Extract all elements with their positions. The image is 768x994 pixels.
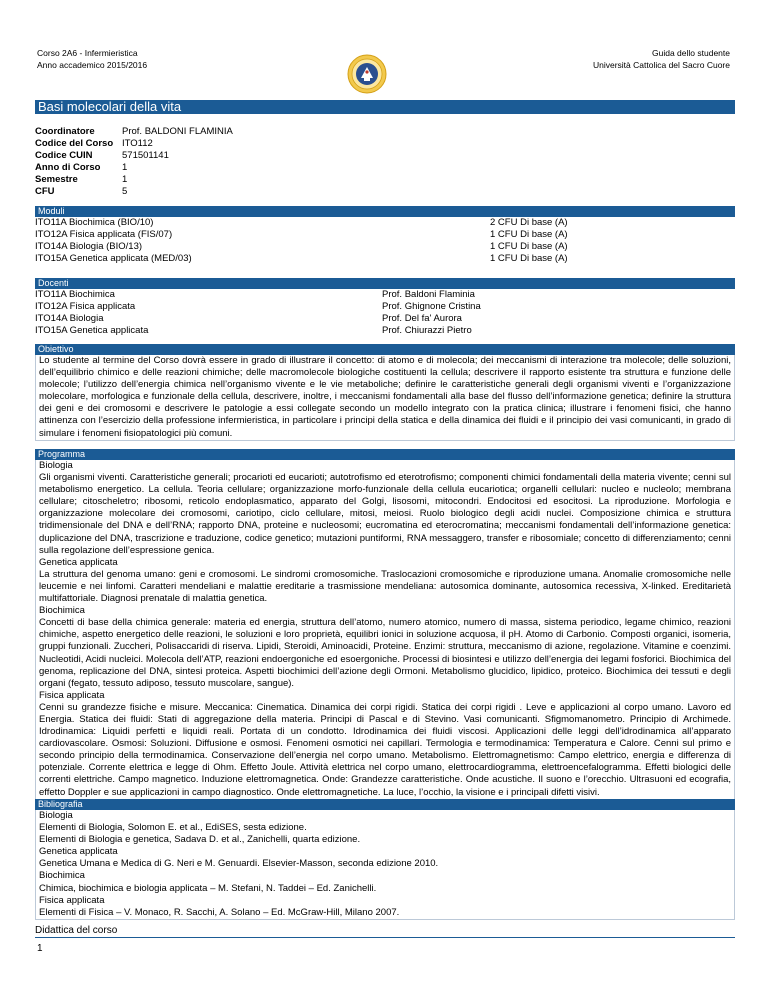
info-label: CFU (35, 186, 55, 198)
info-label: Codice del Corso (35, 138, 114, 150)
info-label: Semestre (35, 174, 78, 186)
programma-subheading: Genetica applicata (39, 556, 118, 568)
teacher-module: ITO15A Genetica applicata (35, 325, 149, 337)
bibliografia-line: Genetica Umana e Medica di G. Neri e M. Genuardi. Elsevier-Masson, seconda edizione 2010. (39, 858, 439, 870)
bibliografia-line: Genetica applicata (39, 846, 118, 858)
bibliografia-line: Biologia (39, 810, 73, 821)
header-university-info (593, 48, 730, 71)
info-row (35, 126, 735, 138)
bibliografia-section (35, 799, 735, 920)
module-row (35, 217, 735, 229)
teacher-name: Prof. Baldoni Flaminia (382, 289, 475, 300)
university-seal-icon (347, 54, 387, 94)
didattica-heading: Didattica del corso (35, 925, 118, 936)
module-name: ITO14A Biologia (BIO/13) (35, 241, 143, 253)
course-info-table (35, 126, 735, 199)
programma-body (35, 460, 735, 800)
programma-paragraph: Cenni su grandezze fisiche e misure. Meccanica: Cinematica. Dinamica dei corpi rigidi. Statica dei corpi rigidi . Leve e applicazioni al corpo umano. Lavoro ed Energia. Statica dei fluidi: Stati di aggregazione della materia. Principi di Pascal e di Stevino. Vasi comunicanti. Sfigmomanometro. Principio di Archimede. Idrodinamica: Liquidi perfetti e liquidi reali. Portata di un condotto. Idrodinamica dei fluidi viscosi. Applicazioni delle leggi dell’idrodinamica all’apparato cardiovascolare. Osmosi: Soluzioni. Diffusione e osmosi. Fenomeni osmotici nei capillari. Termologia e termodinamica: Temperatura e Calore. Cenni sul primo e secondo principio della termodinamica. Conservazione dell’energia nel corpo umano. Metabolismo. Elettromagnetismo: Campo elettrico, energia e differenza di potenziale. Corrente elettrica e legge di Ohm. Effetto Joule. Attività elettrica nel corpo umano, elettrocardiogramma, elettroencefalogramma. Effetti biologici delle correnti elettriche. Campo magnetico. Induzione elettromagnetica. Onde: Grandezze caratteristiche. Onde acustiche. Il suono e l’orecchio. Ultrasuoni ed ecografia, effetto Doppler e sue applicazioni in campo diagnostico. Onde elettromagnetiche. La luce, l’occhio, la visione e i principali difetti visivi. (39, 701, 731, 798)
module-cfu: 1 CFU Di base (A) (490, 241, 568, 253)
university-name: Università Cattolica del Sacro Cuore (592, 59, 730, 70)
docenti-section (35, 278, 735, 337)
teacher-row (35, 301, 735, 313)
moduli-heading: Moduli (35, 206, 735, 217)
teacher-name: Prof. Del fa' Aurora (382, 313, 462, 325)
didattica-rule (35, 937, 735, 938)
programma-section (35, 449, 735, 800)
moduli-section (35, 206, 735, 265)
info-value: 5 (122, 186, 128, 198)
obiettivo-text: Lo studente al termine del Corso dovrà essere in grado di illustrare il concetto: di atomo e di molecola; dei meccanismi di interazione tra molecole; delle soluzioni, dell’equilibrio chimico e delle reazioni chimiche; delle macromolecole biologiche costituenti la cellula; descrivere il rapporto esistente tra struttura e funzione delle molecole; l’utilizzo dell’energia chimica nell’organismo vivente e le vie metaboliche; definire le caratteristiche generali degli organismi viventi e l’organizzazione molecolare, morfologica e funzionale della cellula, descrivere, inoltre, i meccanismi fondamentali alla base del flusso dell’informazione genetica; definire la struttura dei geni e dei cromosomi e descrivere le patologie a essi collegate secondo un modello integrato con la pratica clinica; illustrare i fenomeni fisici, che hanno attinenza con l’esercizio della professione infermieristica, in particolare i principi della statica e della dinamica dei fluidi e il principio dei vasi comunicanti, in grado di simulare i fenomeni fisiopatologici più comuni. (35, 355, 735, 441)
module-row (35, 229, 735, 241)
bibliografia-line: Elementi di Biologia e genetica, Sadava D. et al., Zanichelli, quarta edizione. (39, 834, 361, 846)
info-label: Anno di Corso (35, 162, 101, 174)
module-cfu: 1 CFU Di base (A) (490, 229, 568, 241)
bibliografia-line: Elementi di Biologia, Solomon E. et al., EdiSES, sesta edizione. (39, 822, 307, 834)
info-value: Prof. BALDONI FLAMINIA (122, 126, 233, 137)
module-name: ITO11A Biochimica (BIO/10) (35, 217, 154, 228)
programma-paragraph: Concetti di base della chimica generale: materia ed energia, struttura dell’atomo, numero atomico, numero di massa, sistema periodico, legame chimico, reazioni chimiche, aspetto energetico delle reazioni, le soluzioni e loro proprietà, equilibri ionici in soluzione acquosa, il pH. Atomo di Carbonio. Composti organici, isomeria, gruppi funzionali. Zuccheri, Polisaccaridi di riserva. Lipidi, Steroidi, Aminoacidi, Proteine. Enzimi: struttura, meccanismo di azione, regolazione. Vitamine e coenzimi. Nucleotidi, Acidi nucleici. Molecola dell’ATP, reazioni endoergoniche ed esoergoniche. Processi di biosintesi e utilizzo dell’energia dei legami fosforici. Biochimica del genoma, replicazione del DNA, sintesi proteica. Aspetti biochimici dell’azione degli Ormoni. Metabolismo glucidico, lipidico, proteico. Biochimica dei tessuti e degli organi (fegato, tessuto adiposo, tessuto muscolare, sangue). (39, 617, 731, 689)
module-cfu: 2 CFU Di base (A) (490, 217, 568, 228)
module-row (35, 241, 735, 253)
academic-year: Anno accademico 2015/2016 (37, 59, 148, 70)
guide-title: Guida dello studente (652, 48, 730, 58)
info-row (35, 162, 735, 174)
programma-paragraph: La struttura del genoma umano: geni e cromosomi. Le sindromi cromosomiche. Traslocazioni cromosomiche e riproduzione umana. Anomalie cromosomiche nelle leucemie e nei linfomi. Caratteri mendeliani e malattie ereditarie a trasmissione mendeliana: autosomica dominante, autosomica recessiva, X-linked. Ereditarietà multifattoriale. Diagnosi prenatale di malattia genetica. (39, 568, 731, 605)
page-number: 1 (37, 943, 43, 954)
programma-subheading: Biologia (39, 460, 73, 471)
programma-heading: Programma (35, 449, 735, 460)
teacher-name: Prof. Chiurazzi Pietro (382, 325, 472, 337)
programma-paragraph: Gli organismi viventi. Caratteristiche generali; procarioti ed eucarioti; autotrofismo ed eterotrofismo; componenti chimici fondamentali della materia vivente; cenni sul metabolismo energetico. La cellula. Teoria cellulare; organizzazione morfo-funzionale della cellula eucariotica; organelli cellulari: nucleo e nucleolo; membrana cellulare; citoscheletro; ribosomi, reticolo endoplasmatico, apparato del Golgi, lisosomi, mitocondri. Endocitosi ed esocitosi. La riproduzione. Morfologia e organizzazione molecolare dei cromosomi, cariotipo, ciclo cellulare, mitosi, meiosi. Ruolo biologico degli acidi nuclei. Composizione chimica e struttura tridimensionale del DNA e dell’RNA; rapporto DNA, proteine e nucleosomi; eucromatina ed eterocromatina; meccanismi fondamentali dell’informazione genetica: duplicazione del DNA, trascrizione e traduzione, codice genetico; mutazioni puntiformi, RNA messaggero, transfer e ribosomiale; concetto di differenziamento; cenni sulla regolazione dell’espressione genica. (39, 472, 731, 556)
module-cfu: 1 CFU Di base (A) (490, 253, 568, 265)
programma-subheading: Fisica applicata (39, 689, 105, 701)
teacher-module: ITO14A Biologia (35, 313, 104, 325)
module-row (35, 253, 735, 265)
teacher-row (35, 325, 735, 337)
info-row (35, 138, 735, 150)
bibliografia-line: Biochimica (39, 870, 85, 882)
module-name: ITO12A Fisica applicata (FIS/07) (35, 229, 173, 241)
bibliografia-line: Fisica applicata (39, 894, 105, 906)
teacher-name: Prof. Ghignone Cristina (382, 301, 481, 313)
course-name: Corso 2A6 - Infermieristica (37, 48, 138, 58)
course-title-section (35, 100, 735, 114)
bibliografia-line: Chimica, biochimica e biologia applicata – M. Stefani, N. Taddei – Ed. Zanichelli. (39, 882, 377, 894)
info-label: Coordinatore (35, 126, 95, 137)
info-label: Codice CUIN (35, 150, 93, 162)
bibliografia-body (35, 810, 735, 920)
teacher-row (35, 313, 735, 325)
info-value: 1 (122, 174, 128, 186)
teacher-row (35, 289, 735, 301)
programma-subheading: Biochimica (39, 605, 85, 617)
info-value: 1 (122, 162, 128, 174)
info-row (35, 174, 735, 186)
teacher-module: ITO11A Biochimica (35, 289, 115, 300)
bibliografia-heading: Bibliografia (35, 799, 735, 810)
didattica-section (35, 925, 735, 938)
info-value: ITO112 (122, 138, 153, 150)
module-name: ITO15A Genetica applicata (MED/03) (35, 253, 192, 265)
header-course-info (37, 48, 147, 71)
docenti-heading: Docenti (35, 278, 735, 289)
course-title: Basi molecolari della vita (35, 100, 735, 114)
info-row (35, 150, 735, 162)
bibliografia-line: Elementi di Fisica – V. Monaco, R. Sacchi, A. Solano – Ed. McGraw-Hill, Milano 2007. (39, 906, 400, 918)
info-value: 571501141 (122, 150, 169, 162)
obiettivo-heading: Obiettivo (35, 344, 735, 355)
teacher-module: ITO12A Fisica applicata (35, 301, 136, 313)
obiettivo-section (35, 344, 735, 441)
info-row (35, 186, 735, 198)
